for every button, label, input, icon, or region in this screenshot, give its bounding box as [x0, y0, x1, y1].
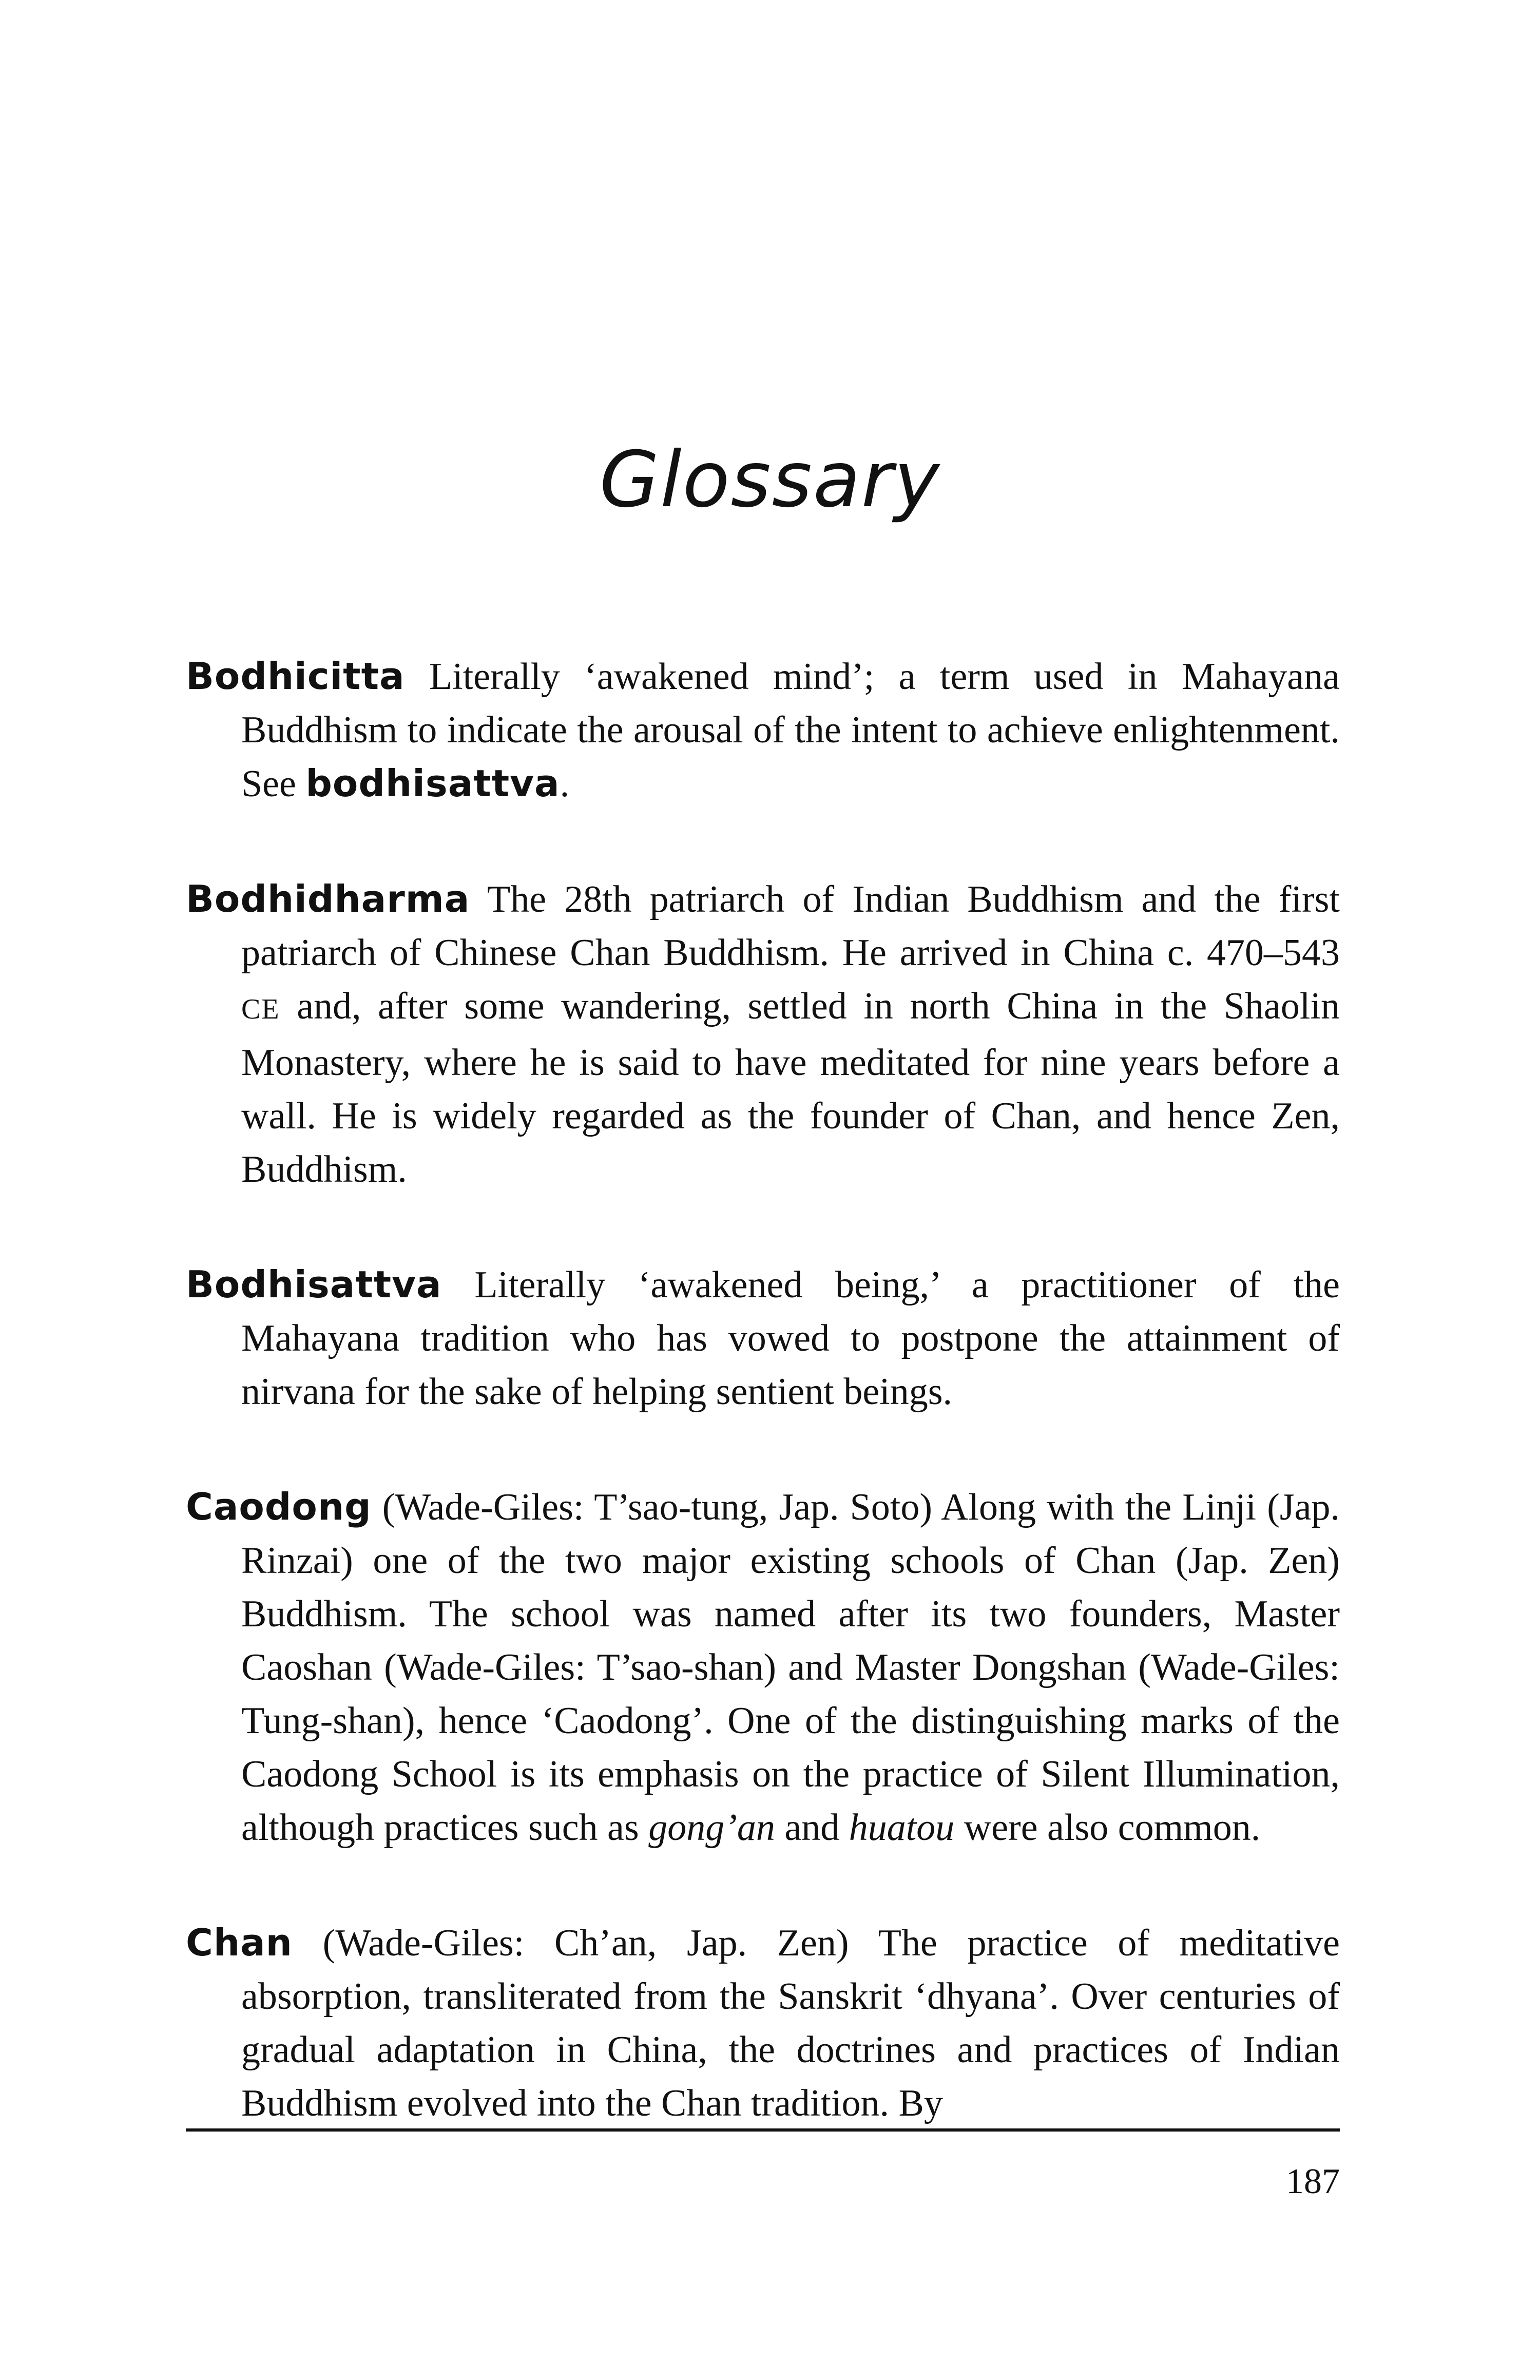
definition-end: were also common. [964, 1807, 1261, 1849]
glossary-entry-bodhicitta [186, 649, 1340, 811]
definition-connector: and [784, 1807, 840, 1849]
glossary-term: Chan [186, 1921, 293, 1964]
glossary-definition: (Wade-Giles: T’sao-tung, Jap. Soto) Along with the Linji (Jap. Rinzai) one of the two major existing schools of Chan (Jap. Zen) Buddhism. The school was named after its two founders, Master Caoshan (Wade-Giles: T’sao-shan) and Master Dongshan (Wade-Giles: Tung-shan), hence ‘Caodong’. One of the distinguishing marks of the Caodong School is its emphasis on the practice of Silent Illumination, although practices such as [241, 1486, 1340, 1849]
era-abbreviation: CE [241, 993, 280, 1025]
italic-term: huatou [849, 1807, 955, 1849]
glossary-definition: (Wade-Giles: Ch’an, Jap. Zen) The practice of meditative absorption, transliterated from the Sanskrit ‘dhyana’. Over centuries of gradual adaptation in China, the doctrines and practices of Indian Buddhism evolved into the Chan tradition. By [241, 1922, 1340, 2124]
glossary-entry-bodhidharma [186, 872, 1340, 1196]
italic-term: gong’an [648, 1807, 775, 1849]
glossary-entry-chan [186, 1916, 1340, 2130]
footer-rule [186, 2128, 1340, 2132]
glossary-entry-bodhisattva [186, 1258, 1340, 1418]
glossary-entry-caodong [186, 1480, 1340, 1854]
glossary-term: Bodhicitta [186, 655, 405, 698]
glossary-definition: Literally ‘awakened mind’; a term used in Mahayana Buddhism to indicate the arousal of the intent to achieve enlightenment. See [241, 656, 1340, 805]
cross-reference: bodhisattva [305, 762, 560, 805]
glossary-definition: The 28th patriarch of Indian Buddhism and the first patriarch of Chinese Chan Buddhism. He arrived in China c. 470–543 [241, 878, 1340, 974]
glossary-term: Bodhisattva [186, 1263, 442, 1306]
glossary-term: Bodhidharma [186, 877, 470, 920]
glossary-list [186, 649, 1340, 2130]
page-number: 187 [1286, 2162, 1340, 2201]
page-title: Glossary [599, 435, 941, 525]
glossary-term: Caodong [186, 1485, 372, 1528]
glossary-definition-continued: and, after some wandering, settled in north China in the Shaolin Monastery, where he is said to have meditated for nine years before a wall. He is widely regarded as the founder of Chan, and hence Zen, Buddhism. [241, 985, 1340, 1191]
glossary-definition: Literally ‘awakened being,’ a practitioner of the Mahayana tradition who has vowed to postpone the attainment of nirvana for the sake of helping sentient beings. [241, 1264, 1340, 1413]
definition-end: . [560, 763, 570, 805]
